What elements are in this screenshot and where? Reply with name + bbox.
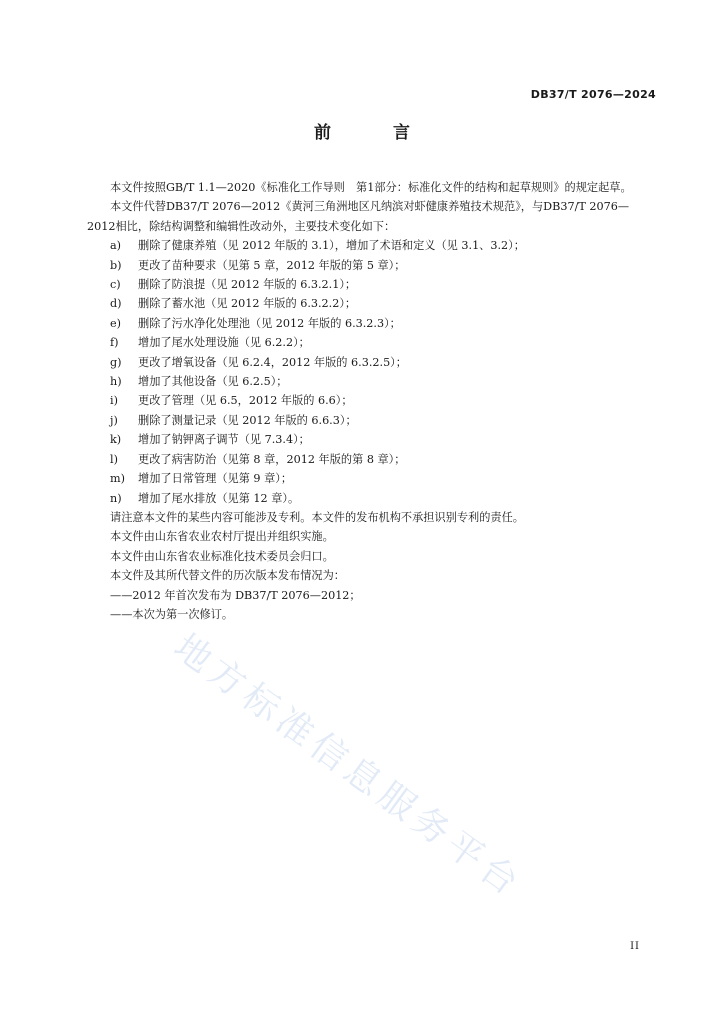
list-item [87, 391, 657, 410]
list-item [87, 489, 657, 508]
list-item-text: 增加了尾水排放（见第 12 章）。 [138, 491, 300, 505]
list-item-text: 更改了管理（见 6.5，2012 年版的 6.6）； [138, 394, 353, 408]
list-item [87, 411, 657, 430]
list-item-text: 更改了增氧设备（见 6.2.4，2012 年版的 6.3.2.5）； [138, 355, 407, 369]
list-item-text: 更改了苗种要求（见第 5 章，2012 年版的第 5 章）； [138, 258, 406, 272]
watermark: 地方标准信息服务平台 [166, 626, 531, 907]
list-item-text: 增加了日常管理（见第 9 章）； [138, 472, 293, 486]
history-intro: 本文件及其所代替文件的历次版本发布情况为： [110, 569, 345, 583]
page-title: 前 言 [314, 123, 438, 143]
list-item [87, 275, 657, 294]
list-item-marker: j) [110, 413, 118, 427]
list-item-marker: a) [110, 239, 122, 253]
list-item [87, 314, 657, 333]
page-number: II [630, 941, 640, 952]
list-item-marker: h) [110, 375, 122, 389]
list-item-text: 增加了钠钾离子调节（见 7.3.4）； [138, 433, 310, 447]
list-item-text: 删除了污水净化处理池（见 2012 年版的 6.3.2.3）； [138, 316, 401, 330]
list-item-marker: m) [110, 472, 125, 486]
paragraph-drafting-rules: 本文件按照GB/T 1.1—2020《标准化工作导则 第1部分：标准化文件的结构和起草规则》的规定起草。 [110, 181, 632, 194]
list-item-marker: d) [110, 297, 122, 311]
list-item-text: 增加了尾水处理设施（见 6.2.2）； [138, 336, 310, 350]
list-item-marker: g) [110, 355, 122, 369]
history-item-current: ——本次为第一次修订。 [110, 607, 234, 621]
changes-list [87, 236, 657, 508]
list-item-marker: i) [110, 394, 118, 408]
list-item-marker: f) [110, 336, 119, 350]
list-item-marker: n) [110, 491, 122, 505]
list-item-marker: b) [110, 258, 122, 272]
paragraph-replacement: 本文件代替DB37/T 2076—2012《黄河三角洲地区凡纳滨对虾健康养殖技术规范》，与DB37/T 2076—2012相比，除结构调整和编辑性改动外，主要技术变化如下： [87, 200, 630, 233]
list-item-marker: l) [110, 452, 118, 466]
list-item [87, 450, 657, 469]
foreword-body [87, 178, 657, 624]
list-item [87, 256, 657, 275]
patent-notice: 请注意本文件的某些内容可能涉及专利。本文件的发布机构不承担识别专利的责任。 [110, 510, 524, 524]
list-item-text: 删除了测量记录（见 2012 年版的 6.6.3）； [138, 413, 357, 427]
list-item [87, 372, 657, 391]
list-item-marker: k) [110, 433, 122, 447]
proposer-statement: 本文件由山东省农业农村厅提出并组织实施。 [110, 530, 334, 544]
list-item [87, 333, 657, 352]
list-item [87, 236, 657, 255]
list-item-text: 更改了病害防治（见第 8 章，2012 年版的第 8 章）； [138, 452, 406, 466]
list-item [87, 353, 657, 372]
list-item [87, 469, 657, 488]
list-item-text: 删除了蓄水池（见 2012 年版的 6.3.2.2）； [138, 297, 357, 311]
list-item [87, 430, 657, 449]
list-item-text: 增加了其他设备（见 6.2.5）； [138, 375, 288, 389]
committee-statement: 本文件由山东省农业标准化技术委员会归口。 [110, 549, 334, 563]
history-item-2012: ——2012 年首次发布为 DB37/T 2076—2012； [110, 588, 361, 602]
list-item [87, 294, 657, 313]
list-item-text: 删除了防浪提（见 2012 年版的 6.3.2.1）； [138, 278, 357, 292]
list-item-marker: e) [110, 316, 121, 330]
list-item-marker: c) [110, 278, 121, 292]
document-code: DB37/T 2076—2024 [530, 88, 656, 101]
list-item-text: 删除了健康养殖（见 2012 年版的 3.1），增加了术语和定义（见 3.1、3.2）； [138, 239, 525, 253]
